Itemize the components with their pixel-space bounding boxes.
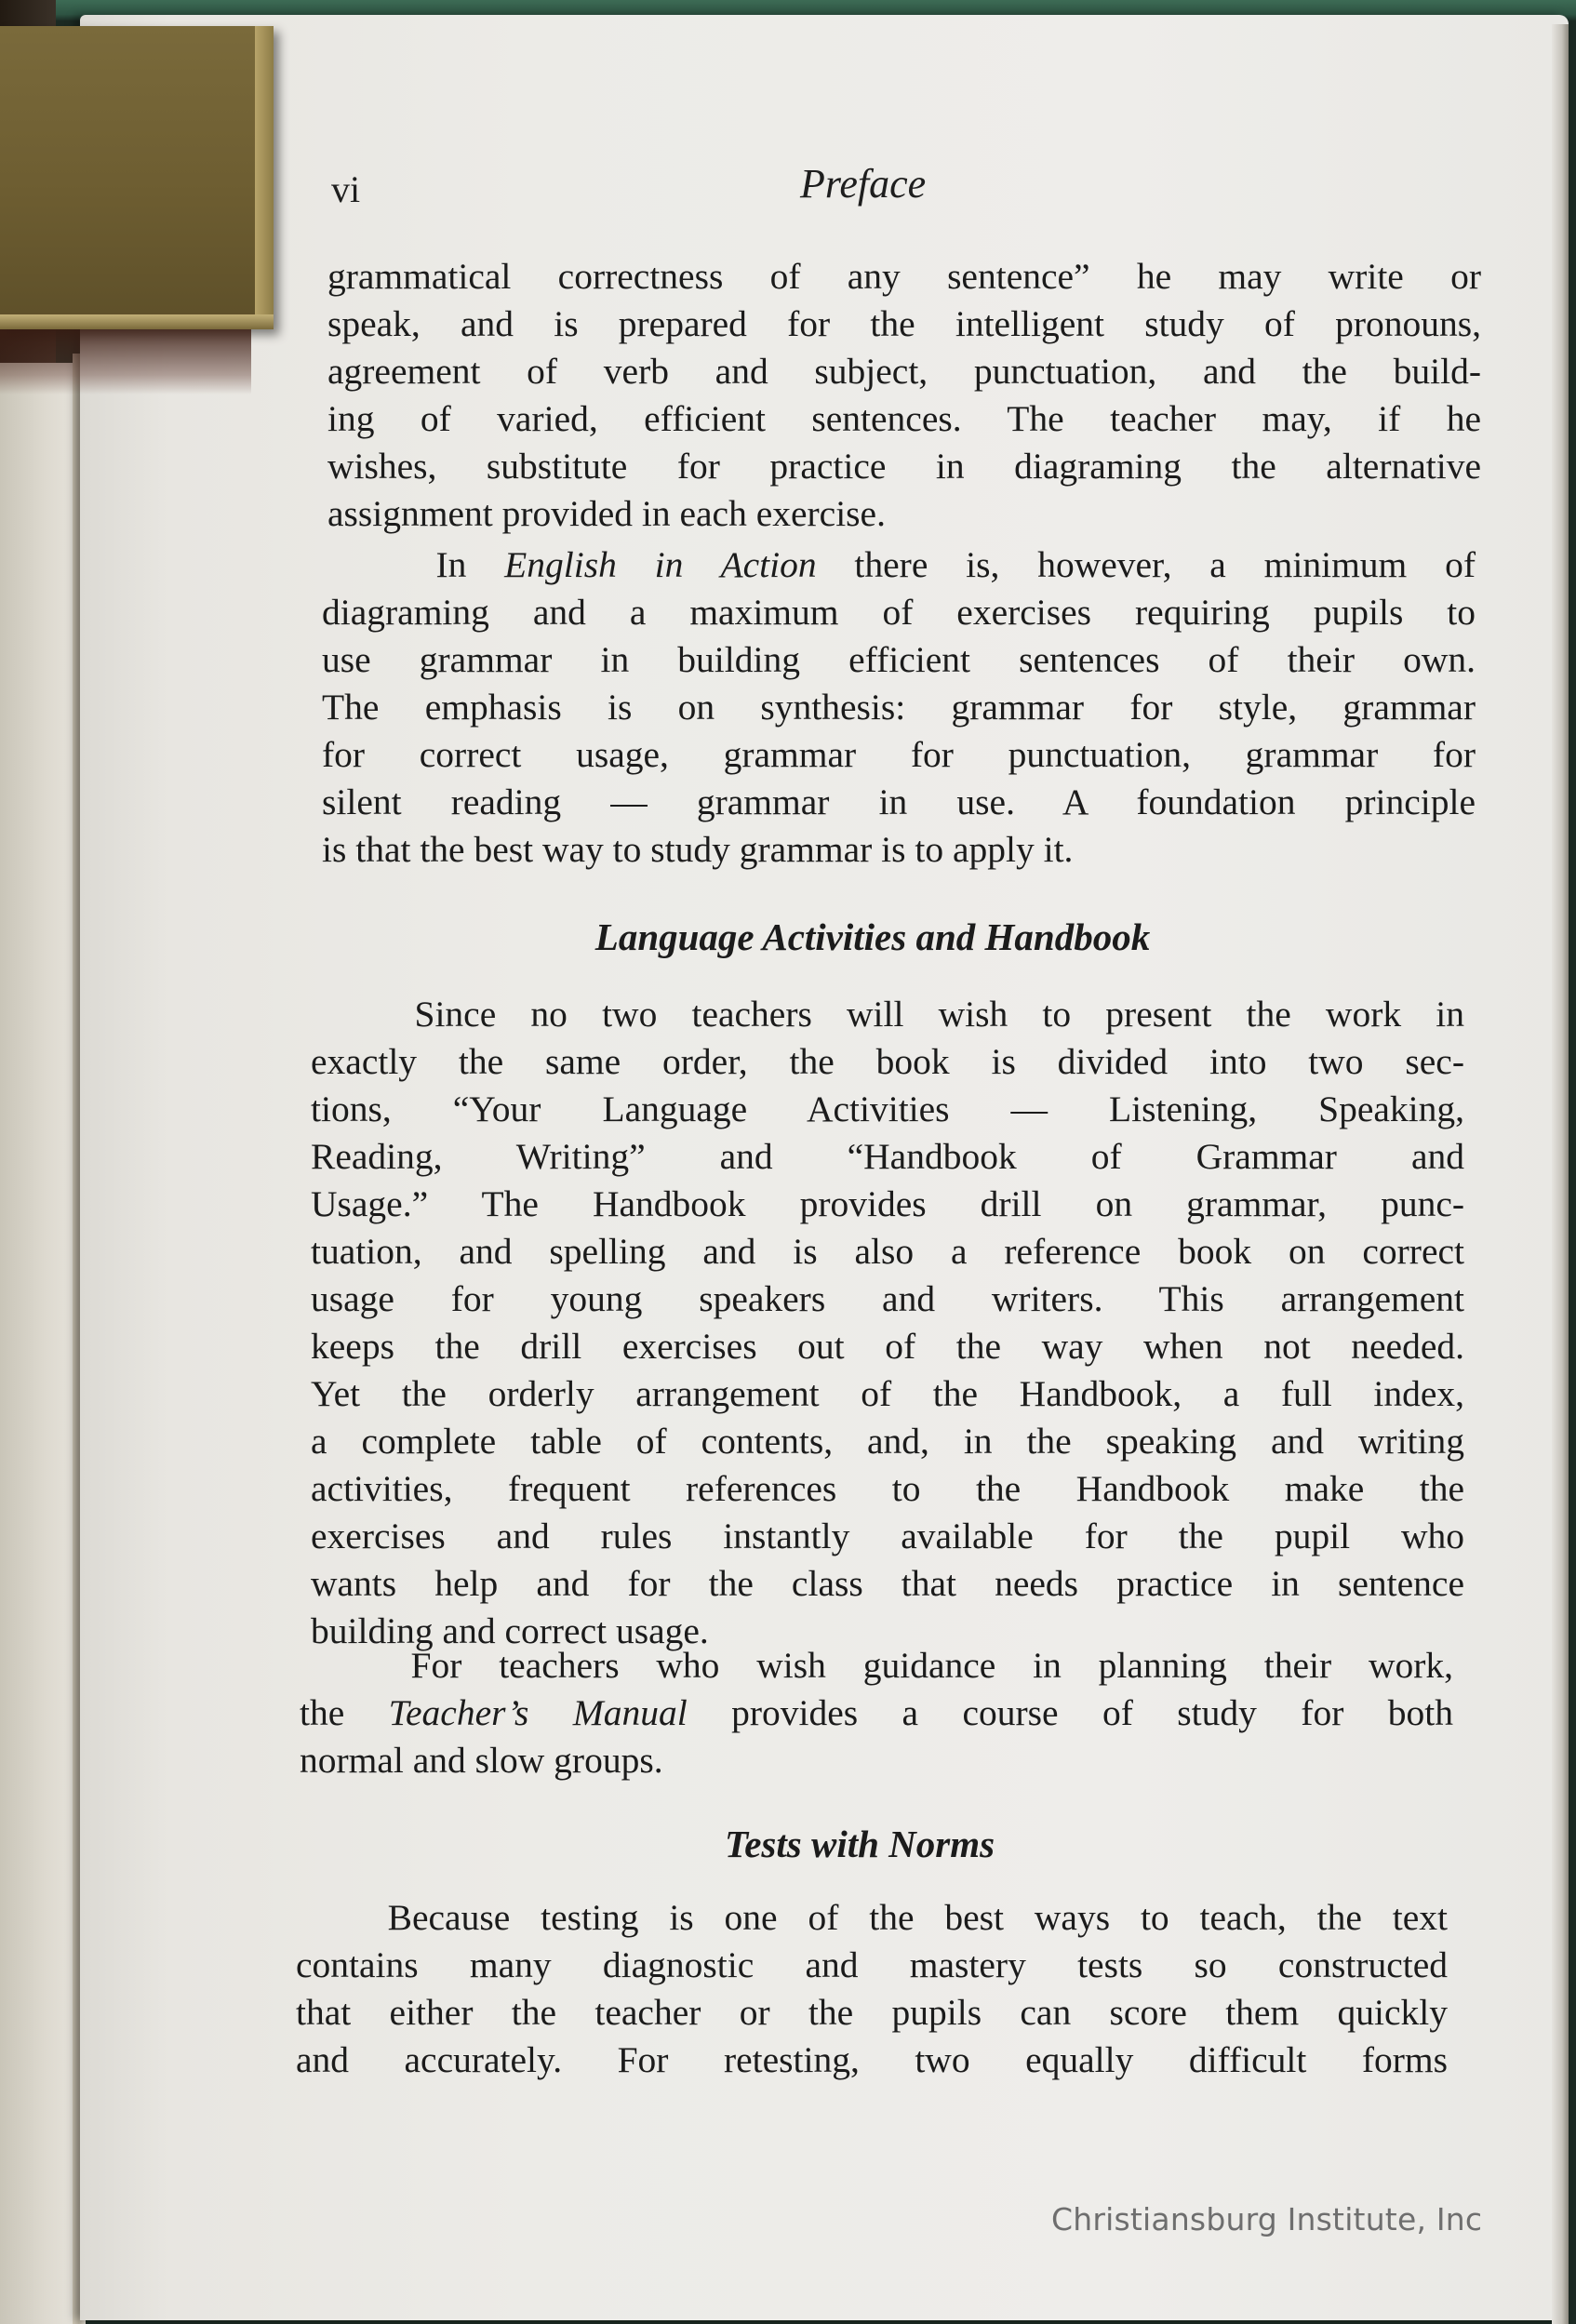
text-run: For teachers who wish guidance in planning their work, [410, 1645, 1453, 1686]
text-line: assignment provided in each exercise. [327, 493, 886, 534]
text-line: building and correct usage. [311, 1610, 709, 1651]
text-run: there is, however, a minimum of [816, 544, 1476, 585]
text-line [300, 1642, 1453, 1690]
text-line: diagraming and a maximum of exercises requiring pupils to [322, 592, 1476, 633]
text-line [296, 1894, 1448, 1942]
paragraph-3 [311, 991, 1464, 1655]
text-line: wants help and for the class that needs practice in sentence [311, 1563, 1464, 1604]
bookmark-shadow [0, 329, 251, 394]
text-line: that either the teacher or the pupils can score them quickly [296, 1992, 1448, 2033]
bookmark-flap-edge [255, 26, 274, 329]
text-line: keeps the drill exercises out of the way when not needed. [311, 1326, 1464, 1367]
text-line: speak, and is prepared for the intelligent study of pronouns, [327, 303, 1481, 344]
section-heading: Language Activities and Handbook [594, 915, 1151, 958]
text-line: The emphasis is on synthesis: grammar for style, grammar [322, 687, 1476, 728]
text-line: for correct usage, grammar for punctuation, grammar for [322, 734, 1476, 775]
text-run: Since no two teachers will wish to present the work in [414, 994, 1464, 1035]
text-line: normal and slow groups. [300, 1740, 663, 1781]
text-line: Usage.” The Handbook provides drill on grammar, punc- [311, 1183, 1464, 1224]
text-run: the [300, 1692, 389, 1733]
paragraph-5 [296, 1894, 1448, 2084]
text-line: Yet the orderly arrangement of the Handbook, a full index, [311, 1373, 1464, 1414]
text-line: tions, “Your Language Activities — Listening, Speaking, [311, 1089, 1464, 1129]
text-run: In [435, 544, 505, 585]
text-run: Because testing is one of the best ways to teach, the text [387, 1897, 1448, 1938]
text-line: contains many diagnostic and mastery tests so constructed [296, 1944, 1448, 1985]
text-line: agreement of verb and subject, punctuation, and the build- [327, 351, 1481, 392]
text-line: exactly the same order, the book is divided into two sec- [311, 1041, 1464, 1082]
text-line: usage for young speakers and writers. This arrangement [311, 1278, 1464, 1319]
text-line: silent reading — grammar in use. A foundation principle [322, 781, 1476, 822]
text-line: ing of varied, efficient sentences. The teacher may, if he [327, 398, 1481, 439]
text-line: a complete table of contents, and, in the speaking and writing [311, 1421, 1464, 1462]
text-line: activities, frequent references to the Handbook make the [311, 1468, 1464, 1509]
text-run: provides a course of study for both [687, 1692, 1453, 1733]
book-title: Teacher’s Manual [388, 1692, 688, 1733]
paragraph-2 [322, 541, 1476, 874]
text-line: grammatical correctness of any sentence” he may write or [327, 256, 1481, 297]
text-line: use grammar in building efficient sentences of their own. [322, 639, 1476, 680]
text-line: exercises and rules instantly available for the pupil who [311, 1516, 1464, 1556]
book-title: English in Action [504, 544, 817, 585]
text-line: tuation, and spelling and is also a reference book on correct [311, 1231, 1464, 1272]
bookmark-flap-bottom [0, 314, 274, 329]
text-line: is that the best way to study grammar is to apply it. [322, 829, 1074, 870]
text-line [300, 1690, 1453, 1737]
running-title: Preface [800, 161, 927, 207]
bookmark-flap [0, 26, 274, 329]
text-line: Reading, Writing” and “Handbook of Grammar and [311, 1136, 1464, 1177]
text-line: and accurately. For retesting, two equally difficult forms [296, 2039, 1448, 2080]
text-line [311, 991, 1464, 1038]
watermark: Christiansburg Institute, Inc [1051, 2201, 1483, 2237]
paragraph-4 [300, 1642, 1453, 1784]
page-number: vi [331, 168, 361, 210]
previous-page-edge [0, 363, 74, 2324]
text-line [322, 541, 1476, 589]
paragraph-1 [327, 253, 1481, 538]
text-line: wishes, substitute for practice in diagraming the alternative [327, 446, 1481, 487]
page-right-edge [1552, 24, 1569, 2324]
section-heading: Tests with Norms [724, 1823, 995, 1865]
